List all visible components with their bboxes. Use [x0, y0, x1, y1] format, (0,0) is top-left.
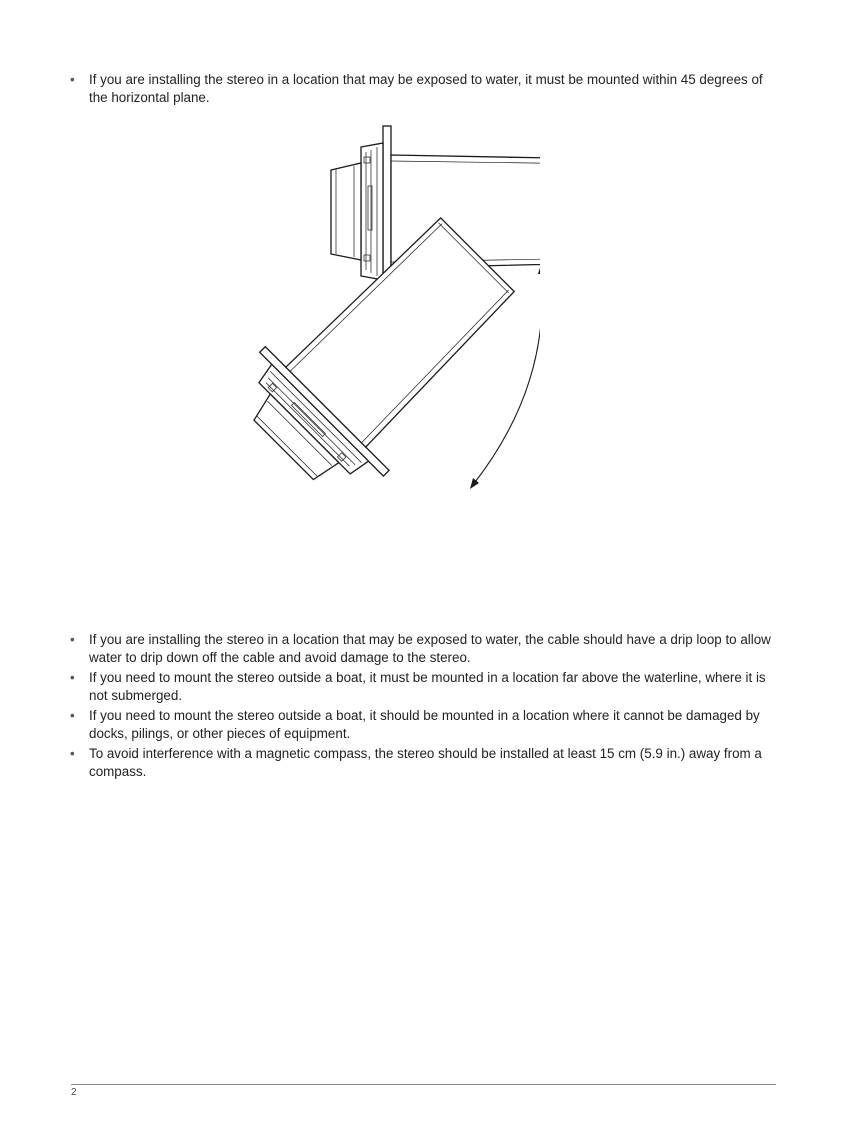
- bullet-text: If you need to mount the stereo outside a boat, it should be mounted in a location where it cannot be damaged by docks, pilings, or other pieces of equipment.: [89, 708, 760, 741]
- bullet-dot: •: [70, 746, 75, 761]
- bullet-dot: •: [70, 708, 75, 723]
- list-item: [70, 631, 780, 666]
- bullet-list-bottom: [70, 631, 780, 783]
- bullet-text: If you need to mount the stereo outside a boat, it must be mounted in a location far above the waterline, where it is not submerged.: [89, 670, 766, 703]
- bullet-text: If you are installing the stereo in a location that may be exposed to water, the cable should have a drip loop to allow water to drip down off the cable and avoid damage to the stereo.: [89, 632, 771, 665]
- list-item: [70, 707, 780, 742]
- list-item: [70, 71, 780, 106]
- bullet-dot: •: [70, 72, 75, 87]
- bullet-dot: •: [70, 670, 75, 685]
- bullet-dot: •: [70, 632, 75, 647]
- mounting-angle-illustration: [240, 118, 540, 612]
- bullet-text: To avoid interference with a magnetic compass, the stereo should be installed at least 15 cm (5.9 in.) away from a compass.: [89, 746, 762, 779]
- page-number: 2: [71, 1087, 77, 1098]
- list-item: [70, 669, 780, 704]
- bullet-text: If you are installing the stereo in a location that may be exposed to water, it must be mounted within 45 degrees of the horizontal plane.: [89, 72, 763, 105]
- footer-divider: [71, 1084, 776, 1085]
- list-item: [70, 745, 780, 780]
- bullet-list-top: [70, 71, 780, 109]
